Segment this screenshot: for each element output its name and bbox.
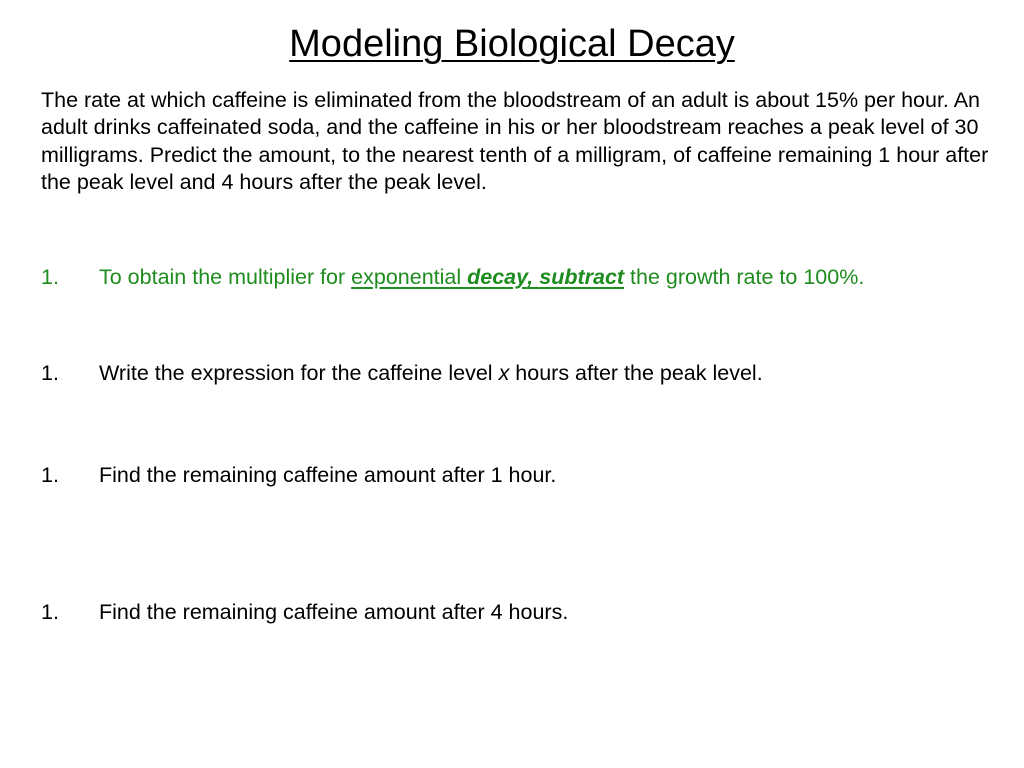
step-text: Find the remaining caffeine amount after 1 hour. bbox=[99, 463, 557, 487]
step-text-part: the growth rate to 100%. bbox=[624, 265, 865, 289]
step-number: 1. bbox=[41, 463, 59, 487]
emphasis-subtract: subtract bbox=[539, 265, 625, 289]
slide-title: Modeling Biological Decay bbox=[289, 23, 735, 65]
emphasis-comma: , bbox=[527, 265, 540, 289]
step-3-one-hour bbox=[41, 462, 991, 489]
step-number: 1. bbox=[41, 361, 59, 385]
step-text-part: hours after the peak level. bbox=[509, 361, 763, 385]
step-text-part: Write the expression for the caffeine level bbox=[99, 361, 499, 385]
variable-x: x bbox=[498, 361, 510, 385]
step-4-four-hours bbox=[41, 599, 991, 626]
step-text bbox=[99, 264, 991, 291]
step-text-part: To obtain the multiplier for bbox=[99, 265, 352, 289]
problem-statement: The rate at which caffeine is eliminated from the bloodstream of an adult is about 15% per hour. An adult drinks caffeinated soda, and the caffeine in his or her bloodstream reaches a peak level of 30 milligrams. Predict the amount, to the nearest tenth of a milligram, of caffeine remaining 1 hour after the peak level and 4 hours after the peak level. bbox=[41, 88, 989, 194]
step-2-expression bbox=[41, 360, 991, 387]
step-number: 1. bbox=[41, 600, 59, 624]
step-text: Find the remaining caffeine amount after 4 hours. bbox=[99, 600, 569, 624]
step-text bbox=[99, 360, 991, 387]
step-1-multiplier bbox=[41, 264, 991, 291]
emphasis-decay: decay bbox=[467, 265, 528, 289]
step-number: 1. bbox=[41, 265, 59, 289]
emphasis-exponential: exponential bbox=[351, 265, 468, 289]
